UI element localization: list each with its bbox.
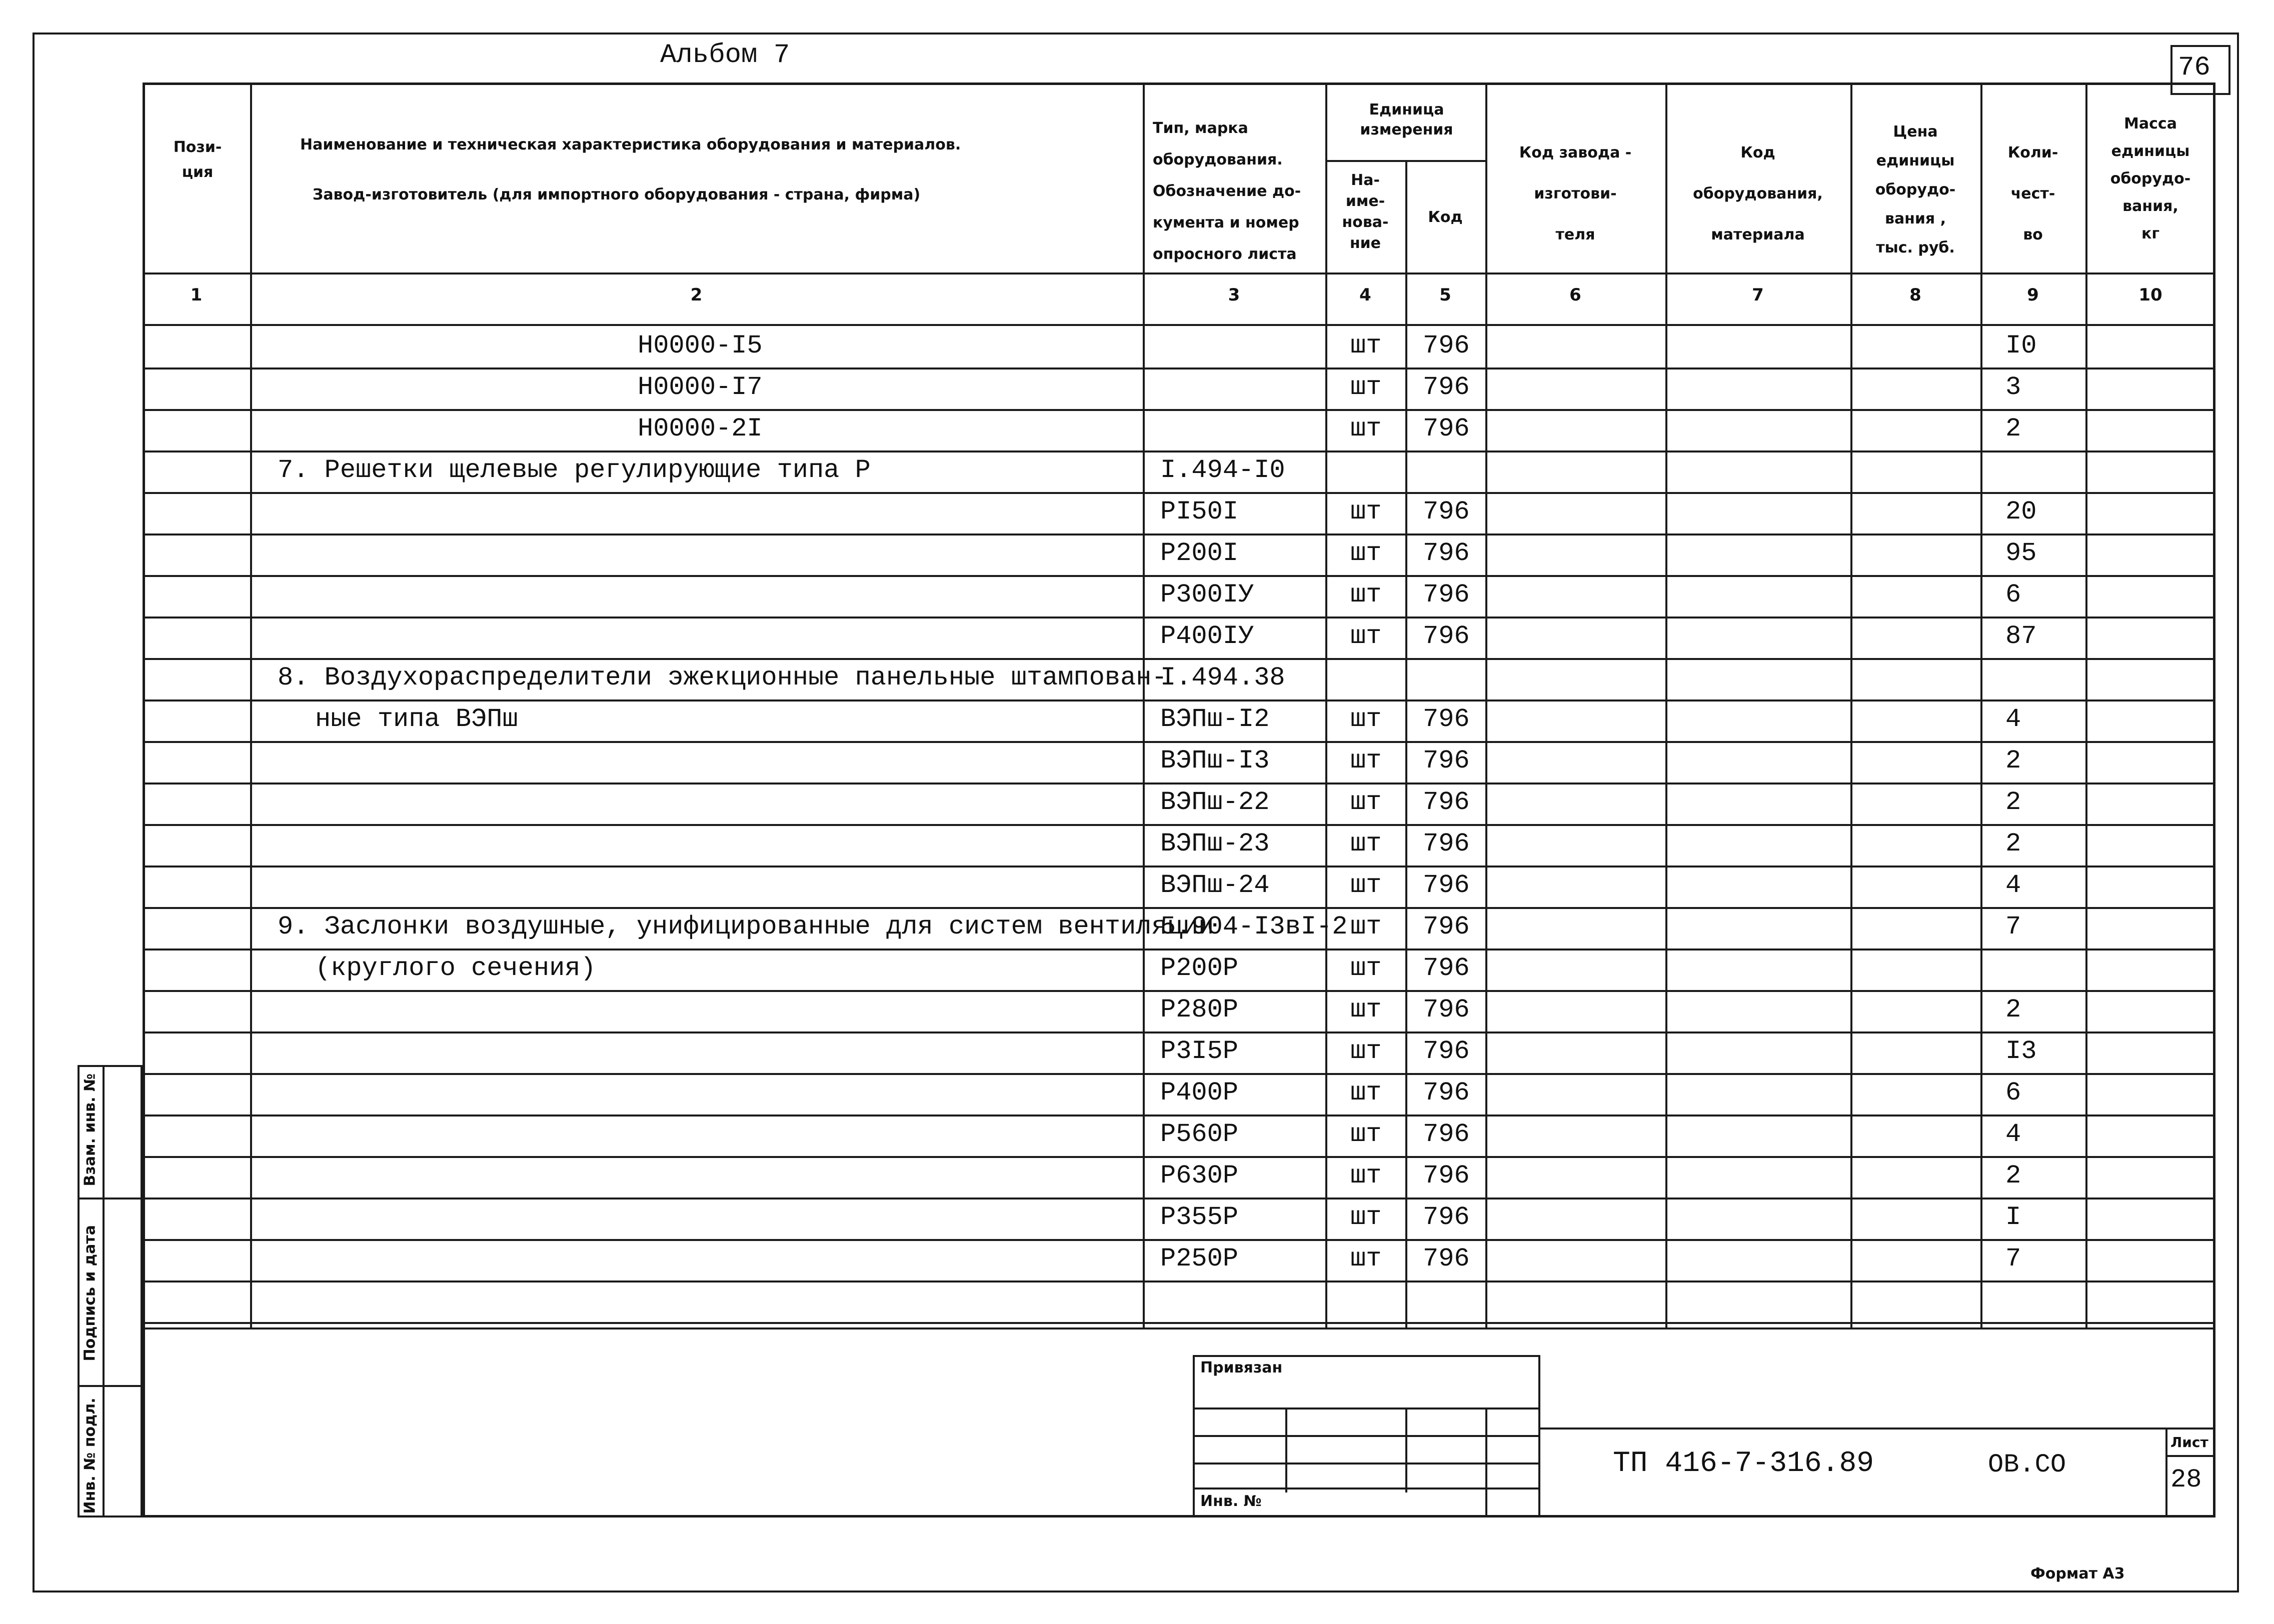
row-type: 5.904-I3вI-2 <box>1160 912 1348 942</box>
page-number: 76 <box>2178 52 2210 83</box>
row-code: 796 <box>1423 954 1470 983</box>
row-code: 796 <box>1423 497 1470 526</box>
row-name: 9. Заслонки воздушные, унифицированные для систем вентиляции <box>278 912 1214 942</box>
row-unit: шт <box>1350 788 1382 817</box>
header-col-7: Код оборудования, материала <box>1693 144 1823 244</box>
row-qty: 2 <box>2005 995 2021 1024</box>
row-code: 796 <box>1423 1036 1470 1066</box>
colnum-4: 4 <box>1359 285 1371 305</box>
row-qty: 2 <box>2005 829 2021 858</box>
sheet-label: Лист <box>2170 1434 2208 1450</box>
header-col-4: На- име- нова- ние <box>1342 172 1389 252</box>
row-divider <box>143 700 2215 702</box>
row-qty: 6 <box>2005 1078 2021 1108</box>
row-unit: шт <box>1350 414 1382 444</box>
row-unit: шт <box>1350 1202 1382 1232</box>
row-divider <box>143 1322 2215 1324</box>
row-code: 796 <box>1423 1202 1470 1232</box>
row-divider <box>143 368 2215 370</box>
row-code: 796 <box>1423 1161 1470 1190</box>
row-type: Р400IУ <box>1160 622 1254 651</box>
row-unit: шт <box>1350 1036 1382 1066</box>
row-name: 7. Решетки щелевые регулирующие типа Р <box>278 456 871 485</box>
stamp-privyazan-label: Привязан <box>1200 1359 1283 1376</box>
row-name: Н0000-I5 <box>638 331 763 360</box>
colnum-7: 7 <box>1752 285 1764 305</box>
sheet-number: 28 <box>2170 1465 2202 1494</box>
row-divider <box>143 948 2215 950</box>
row-type: Р355Р <box>1160 1202 1239 1232</box>
row-unit: шт <box>1350 497 1382 526</box>
row-divider <box>143 409 2215 411</box>
row-unit: шт <box>1350 954 1382 983</box>
row-type: ВЭПш-24 <box>1160 870 1270 900</box>
row-unit: шт <box>1350 995 1382 1024</box>
row-code: 796 <box>1423 829 1470 858</box>
colnum-2: 2 <box>690 285 703 305</box>
colnum-8: 8 <box>1909 285 1921 305</box>
row-divider <box>143 492 2215 494</box>
row-type: ВЭПш-I3 <box>1160 746 1270 776</box>
row-code: 796 <box>1423 995 1470 1024</box>
row-code: 796 <box>1423 580 1470 610</box>
row-name: ные типа ВЭПш <box>315 704 518 734</box>
row-name: 8. Воздухораспределители эжекционные панельные штампован- <box>278 663 1167 692</box>
row-divider <box>143 575 2215 577</box>
row-qty: 4 <box>2005 870 2021 900</box>
row-type: Р250Р <box>1160 1244 1239 1274</box>
side-label-podpis: Подпись и дата <box>81 1225 99 1362</box>
row-qty: 7 <box>2005 1244 2021 1274</box>
row-code: 796 <box>1423 1244 1470 1274</box>
row-qty: 4 <box>2005 1120 2021 1149</box>
row-unit: шт <box>1350 829 1382 858</box>
row-type: Р300IУ <box>1160 580 1254 610</box>
header-col-5: Код <box>1428 208 1463 226</box>
row-type: Р630Р <box>1160 1161 1239 1190</box>
row-qty: 3 <box>2005 372 2021 402</box>
header-col-1: Пози- ция <box>173 138 222 181</box>
colnum-5: 5 <box>1439 285 1451 305</box>
row-unit: шт <box>1350 372 1382 402</box>
row-qty: 2 <box>2005 746 2021 776</box>
row-type: I.494-I0 <box>1160 456 1285 485</box>
row-divider <box>143 1280 2215 1282</box>
row-qty: 2 <box>2005 1161 2021 1190</box>
row-unit: шт <box>1350 538 1382 568</box>
header-col-8: Цена единицы оборудо- вания , тыс. руб. <box>1875 123 1956 256</box>
row-code: 796 <box>1423 331 1470 360</box>
row-name: Н0000-2I <box>638 414 763 444</box>
colnum-6: 6 <box>1569 285 1581 305</box>
format-label: Формат А3 <box>2030 1565 2125 1582</box>
row-divider <box>143 907 2215 909</box>
row-type: Р3I5Р <box>1160 1036 1239 1066</box>
row-code: 796 <box>1423 414 1470 444</box>
row-code: 796 <box>1423 746 1470 776</box>
row-code: 796 <box>1423 1120 1470 1149</box>
row-divider <box>143 1198 2215 1200</box>
row-type: PI50I <box>1160 497 1239 526</box>
colnum-3: 3 <box>1228 285 1240 305</box>
side-label-inv: Инв. № подл. <box>81 1398 99 1514</box>
row-type: Р560Р <box>1160 1120 1239 1149</box>
row-code: 796 <box>1423 870 1470 900</box>
row-divider <box>143 658 2215 660</box>
row-unit: шт <box>1350 912 1382 942</box>
section-code: ОВ.СО <box>1988 1450 2066 1480</box>
row-name: (круглого сечения) <box>315 954 596 983</box>
row-unit: шт <box>1350 746 1382 776</box>
colnum-1: 1 <box>190 285 203 305</box>
row-divider <box>143 741 2215 743</box>
row-type: Р200Р <box>1160 954 1239 983</box>
header-col-9: Коли- чест- во <box>2007 144 2058 244</box>
row-code: 796 <box>1423 372 1470 402</box>
row-name: Н0000-I7 <box>638 372 763 402</box>
row-type: ВЭПш-23 <box>1160 829 1270 858</box>
row-type: Р400Р <box>1160 1078 1239 1108</box>
row-divider <box>143 450 2215 452</box>
row-qty: 6 <box>2005 580 2021 610</box>
colnum-10: 10 <box>2138 285 2162 305</box>
row-divider <box>143 534 2215 536</box>
row-qty: I <box>2005 1202 2021 1232</box>
header-col-10: Масса единицы оборудо- вания, кг <box>2110 115 2191 242</box>
header-col-6: Код завода - изготови- теля <box>1519 144 1632 244</box>
header-unit-group: Единица измерения <box>1360 101 1453 138</box>
row-qty: I3 <box>2005 1036 2037 1066</box>
doc-code: ТП 416-7-316.89 <box>1613 1448 1874 1480</box>
row-code: 796 <box>1423 788 1470 817</box>
row-unit: шт <box>1350 1161 1382 1190</box>
row-type: ВЭПш-I2 <box>1160 704 1270 734</box>
row-type: Р280Р <box>1160 995 1239 1024</box>
row-type: ВЭПш-22 <box>1160 788 1270 817</box>
row-code: 796 <box>1423 704 1470 734</box>
header-col-3: Тип, марка оборудования. Обозначение до- кумента и номер опросного листа <box>1153 120 1301 263</box>
row-divider <box>143 1032 2215 1034</box>
row-unit: шт <box>1350 1244 1382 1274</box>
side-label-vzam: Взам. инв. № <box>81 1073 99 1186</box>
row-unit: шт <box>1350 704 1382 734</box>
row-code: 796 <box>1423 1078 1470 1108</box>
row-divider <box>143 1239 2215 1241</box>
row-unit: шт <box>1350 622 1382 651</box>
row-divider <box>143 782 2215 784</box>
row-code: 796 <box>1423 538 1470 568</box>
row-divider <box>143 824 2215 826</box>
row-unit: шт <box>1350 580 1382 610</box>
row-code: 796 <box>1423 912 1470 942</box>
row-divider <box>143 1073 2215 1075</box>
row-qty: 2 <box>2005 414 2021 444</box>
row-divider <box>143 990 2215 992</box>
row-qty: 2 <box>2005 788 2021 817</box>
row-divider <box>143 1156 2215 1158</box>
row-type: I.494.38 <box>1160 663 1285 692</box>
album-title: Альбом 7 <box>660 40 790 70</box>
row-qty: 87 <box>2005 622 2037 651</box>
stamp-inv-label: Инв. № <box>1200 1492 1262 1510</box>
row-type: Р200I <box>1160 538 1239 568</box>
row-qty: 20 <box>2005 497 2037 526</box>
row-unit: шт <box>1350 870 1382 900</box>
row-code: 796 <box>1423 622 1470 651</box>
header-col-2-line2: Завод-изготовитель (для импортного оборудования - страна, фирма) <box>313 186 921 204</box>
row-divider <box>143 1114 2215 1116</box>
row-qty: I0 <box>2005 331 2037 360</box>
colnum-9: 9 <box>2027 285 2039 305</box>
row-divider <box>143 866 2215 868</box>
row-divider <box>143 616 2215 618</box>
row-unit: шт <box>1350 1078 1382 1108</box>
row-qty: 95 <box>2005 538 2037 568</box>
row-qty: 4 <box>2005 704 2021 734</box>
row-unit: шт <box>1350 331 1382 360</box>
header-col-2-line1: Наименование и техническая характеристика оборудования и материалов. <box>300 136 961 154</box>
row-unit: шт <box>1350 1120 1382 1149</box>
row-qty: 7 <box>2005 912 2021 942</box>
